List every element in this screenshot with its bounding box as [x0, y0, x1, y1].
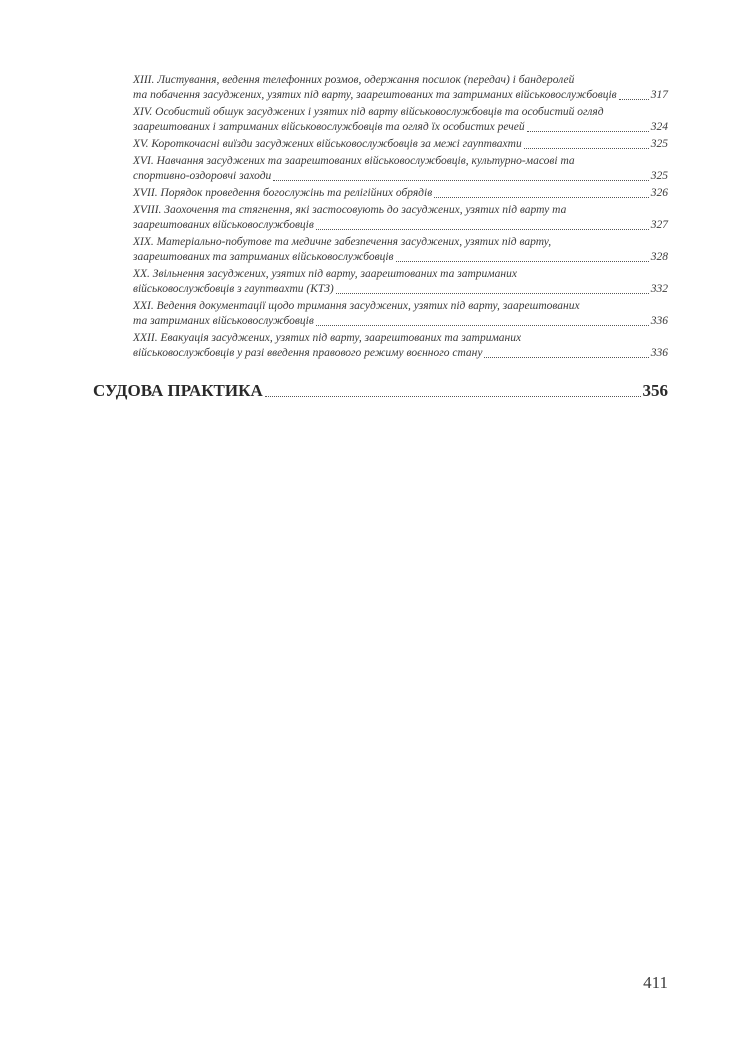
toc-entry-title-line2: заарештованих та затриманих військовослужбовців: [133, 251, 394, 263]
toc-entry-page-number: 332: [650, 283, 668, 295]
toc-entry-page-number: 327: [650, 219, 668, 231]
toc-entry-page-number: 324: [650, 121, 668, 133]
toc-entry-page-number: 325: [650, 170, 668, 182]
toc-entry-page-number: 325: [650, 138, 668, 150]
toc-entry-title-line2: заарештованих і затриманих військовослужбовців та огляд їх особистих речей: [133, 121, 525, 133]
page-number: 411: [643, 973, 668, 992]
toc-entry-last-line: [133, 169, 668, 184]
toc-entry: [133, 154, 668, 184]
toc-entry-title-line1: XIII. Листування, ведення телефонних розмов, одержання посилок (передач) і бандеролей: [133, 74, 575, 86]
toc-entry-last-line: [133, 120, 668, 135]
toc-entry-title-line2: та затриманих військовослужбовців: [133, 315, 314, 327]
toc-entry-page-number: 336: [650, 315, 668, 327]
toc-entry-last-line: [133, 346, 668, 361]
toc-entry-title-line2: військовослужбовців з гауптвахти (КТЗ): [133, 283, 334, 295]
toc-entry-last-line: [133, 137, 668, 152]
dot-leader: [316, 229, 649, 230]
section-page-number: 356: [642, 381, 668, 400]
toc-entry: [133, 186, 668, 201]
toc-entry-page-number: 317: [650, 89, 668, 101]
toc-entry: [133, 331, 668, 361]
toc-entry-page-number: 336: [650, 347, 668, 359]
toc-entry: [133, 203, 668, 233]
dot-leader: [316, 325, 649, 326]
dot-leader: [396, 261, 649, 262]
toc-entry: [133, 299, 668, 329]
toc-entry: [133, 267, 668, 297]
toc-entry-title-line2: спортивно-оздоровчі заходи: [133, 170, 272, 182]
dot-leader: [273, 180, 648, 181]
dot-leader: [265, 396, 641, 397]
toc-entry-title-line2: та побачення засуджених, узятих під варту, заарештованих та затриманих військовослужбовців: [133, 89, 617, 101]
toc-entry: [133, 105, 668, 135]
toc-entry-last-line: [133, 314, 668, 329]
dot-leader: [527, 131, 649, 132]
section-title: СУДОВА ПРАКТИКА: [93, 381, 263, 400]
toc-entry-last-line: [133, 218, 668, 233]
toc-entry-title-line2: XV. Короткочасні виїзди засуджених військовослужбовців за межі гауптвахти: [133, 138, 522, 150]
toc-entry-page-number: 326: [650, 187, 668, 199]
dot-leader: [619, 99, 649, 100]
toc-entry-title-line2: військовослужбовців у разі введення правового режиму воєнного стану: [133, 347, 483, 359]
toc-entry-last-line: [133, 282, 668, 297]
toc-entry: [133, 235, 668, 265]
table-of-contents: [133, 73, 668, 363]
toc-entry-title-line1: XX. Звільнення засуджених, узятих під варту, заарештованих та затриманих: [133, 268, 517, 280]
section-heading: [93, 381, 668, 401]
toc-entry-title-line2: XVII. Порядок проведення богослужінь та релігійних обрядів: [133, 187, 433, 199]
toc-entry-last-line: [133, 88, 668, 103]
toc-entry-last-line: [133, 250, 668, 265]
toc-entry-title-line2: заарештованих військовослужбовців: [133, 219, 314, 231]
toc-entry-title-line1: XXII. Евакуація засуджених, узятих під варту, заарештованих та затриманих: [133, 332, 522, 344]
dot-leader: [484, 357, 648, 358]
toc-entry-title-line1: XIV. Особистий обшук засуджених і узятих під варту військовослужбовців та особистий огляд: [133, 106, 604, 118]
toc-entry-title-line1: XXI. Ведення документації щодо тримання засуджених, узятих під варту, заарештованих: [133, 300, 580, 312]
toc-entry-title-line1: XVI. Навчання засуджених та заарештованих військовослужбовців, культурно-масові та: [133, 155, 575, 167]
toc-entry: [133, 73, 668, 103]
toc-entry-title-line1: XIX. Матеріально-побутове та медичне забезпечення засуджених, узятих під варту,: [133, 236, 552, 248]
dot-leader: [434, 197, 649, 198]
dot-leader: [524, 148, 649, 149]
toc-entry-page-number: 328: [650, 251, 668, 263]
toc-entry-title-line1: XVIII. Заохочення та стягнення, які застосовують до засуджених, узятих під варту та: [133, 204, 567, 216]
toc-entry-last-line: [133, 186, 668, 201]
toc-entry: [133, 137, 668, 152]
dot-leader: [336, 293, 649, 294]
